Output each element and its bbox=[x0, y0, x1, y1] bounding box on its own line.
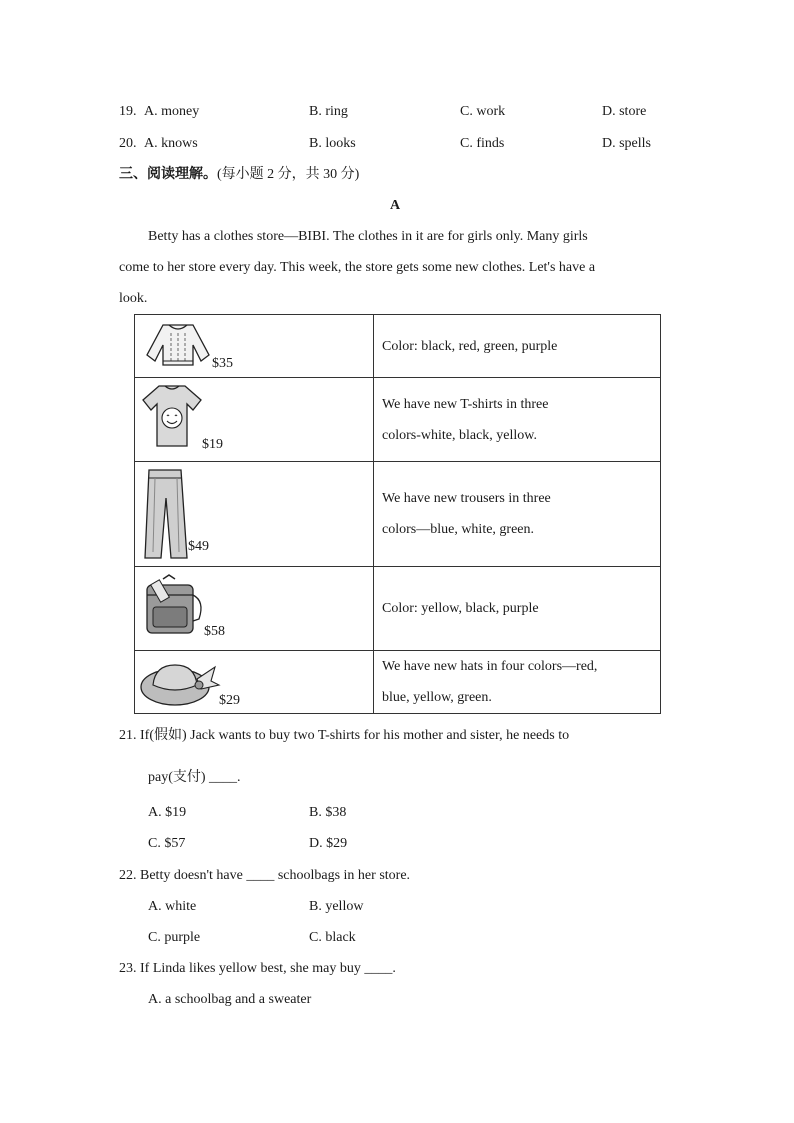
question-stem: 22. Betty doesn't have ____ schoolbags in her store. bbox=[119, 868, 411, 883]
table-row bbox=[135, 378, 661, 462]
description-line: We have new hats in four colors—red, bbox=[382, 659, 598, 674]
option-d: D. $29 bbox=[309, 836, 348, 851]
description-line: colors—blue, white, green. bbox=[382, 522, 535, 537]
option-c: C. purple bbox=[148, 930, 201, 945]
table-row bbox=[135, 567, 661, 651]
passage-line-2: come to her store every day. This week, the store gets some new clothes. Let's have a bbox=[119, 260, 596, 275]
option-c: C. $57 bbox=[148, 836, 186, 851]
item-description bbox=[374, 315, 661, 378]
item-price: $29 bbox=[219, 693, 240, 708]
option-b: B. yellow bbox=[309, 899, 364, 914]
item-price: $19 bbox=[202, 437, 223, 452]
question-stem: 23. If Linda likes yellow best, she may buy ____. bbox=[119, 961, 396, 976]
sweater-icon bbox=[143, 319, 213, 369]
passage-line-1: Betty has a clothes store—BIBI. The clothes in it are for girls only. Many girls bbox=[148, 229, 588, 244]
section-scoring: (每小题 2 分，共 30 分) bbox=[217, 167, 360, 182]
question-number: 19. bbox=[119, 104, 137, 119]
item-description bbox=[374, 651, 661, 714]
option-a: A. a schoolbag and a sweater bbox=[148, 992, 312, 1007]
section-heading bbox=[119, 164, 359, 185]
t-shirt-icon bbox=[141, 382, 203, 448]
schoolbag-icon bbox=[141, 573, 207, 639]
item-image-cell bbox=[135, 462, 374, 567]
description-line: Color: black, red, green, purple bbox=[382, 338, 558, 354]
option-a: A. money bbox=[144, 104, 200, 119]
section-title: 三、阅读理解。 bbox=[119, 166, 217, 182]
option-b: B. $38 bbox=[309, 805, 347, 820]
option-d: C. black bbox=[309, 930, 356, 945]
option-c: C. finds bbox=[460, 136, 505, 151]
product-table bbox=[134, 314, 661, 714]
option-d: D. store bbox=[602, 104, 647, 119]
description-line: We have new T-shirts in three bbox=[382, 396, 549, 412]
question-stem-continued: pay(支付) ____. bbox=[148, 770, 241, 785]
item-image-cell bbox=[135, 315, 374, 378]
item-description bbox=[374, 567, 661, 651]
option-d: D. spells bbox=[602, 136, 651, 151]
option-c: C. work bbox=[460, 104, 506, 119]
description-line: colors-white, black, yellow. bbox=[382, 427, 537, 443]
option-b: B. looks bbox=[309, 136, 356, 151]
item-price: $58 bbox=[204, 624, 225, 639]
item-price: $35 bbox=[212, 356, 233, 371]
description-line: blue, yellow, green. bbox=[382, 690, 492, 705]
item-image-cell bbox=[135, 378, 374, 462]
passage-line-3: look. bbox=[119, 291, 148, 306]
description-line: Color: yellow, black, purple bbox=[382, 601, 539, 616]
item-description bbox=[374, 462, 661, 567]
table-row bbox=[135, 651, 661, 714]
description-line: We have new trousers in three bbox=[382, 491, 551, 506]
option-b: B. ring bbox=[309, 104, 348, 119]
item-price: $49 bbox=[188, 539, 209, 554]
table-row bbox=[135, 315, 661, 378]
item-description bbox=[374, 378, 661, 462]
table-row bbox=[135, 462, 661, 567]
trousers-icon bbox=[141, 468, 191, 560]
item-image-cell bbox=[135, 651, 374, 714]
hat-icon bbox=[139, 655, 221, 709]
option-a: A. $19 bbox=[148, 805, 187, 820]
question-stem: 21. If(假如) Jack wants to buy two T-shirts for his mother and sister, he needs to bbox=[119, 728, 570, 743]
option-a: A. knows bbox=[144, 136, 198, 151]
option-a: A. white bbox=[148, 899, 197, 914]
item-image-cell bbox=[135, 567, 374, 651]
passage-label: A bbox=[390, 198, 401, 213]
question-number: 20. bbox=[119, 136, 137, 151]
